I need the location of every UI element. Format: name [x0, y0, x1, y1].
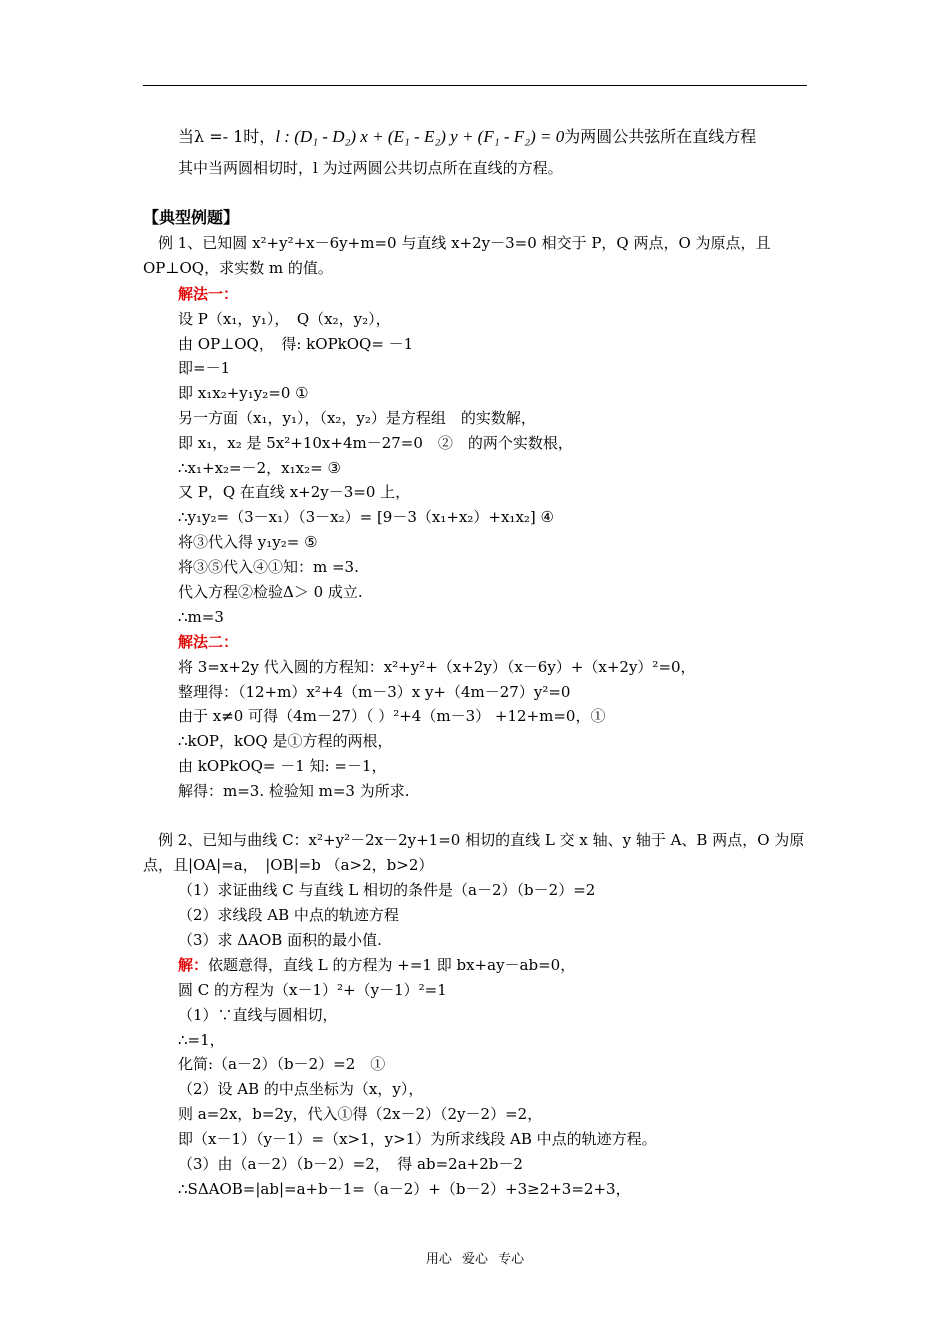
ex2-part: （2）求线段 AB 中点的轨迹方程 — [178, 906, 399, 924]
m1-step: 又 P，Q 在直线 x+2y－3=0 上， — [178, 483, 411, 501]
m1-step: 代入方程②检验Δ＞ 0 成立. — [178, 583, 363, 601]
solution-first-line: 依题意得，直线 L 的方程为 +=1 即 bx+ay－ab=0， — [208, 956, 576, 974]
page-footer: 用心 爱心 专心 — [425, 1252, 525, 1267]
ex2-part: （3）求 ΔAOB 面积的最小值. — [178, 931, 382, 949]
m2-step: 由于 x≠0 可得（4m－27）（ ）²+4（m－3） +12+m=0，① — [178, 707, 606, 725]
m2-step: ∴kOP，kOQ 是①方程的两根， — [178, 732, 393, 750]
ex2-sol-step: ∴SΔAOB=|ab|=a+b－1=（a－2）+（b－2）+3≥2+3=2+3， — [178, 1180, 631, 1198]
ex2-sol-step: （3）由（a－2）（b－2）=2， 得 ab=2a+2b－2 — [178, 1155, 523, 1173]
ex2-question-line2: 点，且|OA|=a， |OB|=b （a>2，b>2） — [143, 856, 434, 874]
chord-description: 为两圆公共弦所在直线方程 — [564, 127, 757, 146]
m1-step: 由 OP⊥OQ， 得: kOPkOQ= －1 — [178, 335, 414, 353]
m1-step: 设 P（x₁，y₁）， Q（x₂，y₂）， — [178, 310, 391, 328]
m1-step: ∴y₁y₂=（3－x₁）（3－x₂）= [9－3（x₁+x₂）+x₁x₂] ④ — [178, 508, 554, 526]
lambda-condition: 当λ =- 1时， — [178, 127, 276, 146]
m1-step: 将③⑤代入④①知：m =3. — [178, 558, 359, 576]
ex2-sol-step: ∴=1， — [178, 1031, 225, 1049]
header-rule — [143, 85, 807, 86]
ex1-question-line2: OP⊥OQ，求实数 m 的值。 — [143, 259, 333, 277]
m1-step: 即=－1 — [178, 359, 231, 377]
ex2-solution-start — [178, 955, 575, 975]
m1-step: 即 x₁x₂+y₁y₂=0 ① — [178, 384, 309, 402]
ex2-sol-step: 圆 C 的方程为（x－1）²+（y－1）²=1 — [178, 981, 447, 999]
m1-step: 将③代入得 y₁y₂= ⑤ — [178, 533, 318, 551]
ex2-sol-step: 即（x－1）（y－1）=（x>1，y>1）为所求线段 AB 中点的轨迹方程。 — [178, 1130, 657, 1148]
ex2-sol-step: 则 a=2x，b=2y，代入①得（2x－2）（2y－2）=2， — [178, 1105, 543, 1123]
m1-step: ∴x₁+x₂=－2，x₁x₂= ③ — [178, 459, 341, 477]
m2-step: 将 3=x+2y 代入圆的方程知：x²+y²+（x+2y）（x－6y）+（x+2y）²=0， — [178, 658, 696, 676]
tangent-note: 其中当两圆相切时，l 为过两圆公共切点所在直线的方程。 — [178, 159, 563, 177]
m2-step: 由 kOPkOQ= －1 知: =－1， — [178, 757, 387, 775]
m2-step: 解得：m=3. 检验知 m=3 为所求. — [178, 782, 410, 800]
ex2-question-line1: 例 2、已知与曲线 C：x²+y²－2x－2y+1=0 相切的直线 L 交 x 轴、y 轴于 A、B 两点，O 为原 — [158, 831, 805, 849]
solution-label: 解： — [178, 956, 209, 974]
m1-step: ∴m=3 — [178, 608, 224, 626]
method1-title: 解法一： — [178, 285, 239, 303]
ex2-part: （1）求证曲线 C 与直线 L 相切的条件是（a－2）（b－2）=2 — [178, 881, 596, 899]
ex2-sol-step: 化简:（a－2）（b－2）=2 ① — [178, 1055, 386, 1073]
section-title: 【典型例题】 — [143, 208, 240, 227]
m1-step: 即 x₁，x₂ 是 5x²+10x+4m－27=0 ② 的两个实数根， — [178, 434, 573, 452]
method2-title: 解法二： — [178, 633, 239, 651]
ex1-question-line1: 例 1、已知圆 x²+y²+x－6y+m=0 与直线 x+2y－3=0 相交于 P，Q 两点，O 为原点，且 — [158, 234, 771, 252]
m2-step: 整理得：（12+m）x²+4（m－3）x y+（4m－27）y²=0 — [178, 683, 571, 701]
ex2-sol-step: （1）∵直线与圆相切， — [178, 1006, 338, 1024]
chord-formula: l : (D₁ - D₂) x + (E₁ - E₂) y + (F₁ - F₂) = 0 — [275, 127, 565, 146]
m1-step: 另一方面（x₁，y₁），（x₂，y₂）是方程组 的实数解， — [178, 409, 536, 427]
ex2-sol-step: （2）设 AB 的中点坐标为（x，y）， — [178, 1080, 424, 1098]
chord-line-text — [178, 127, 756, 147]
